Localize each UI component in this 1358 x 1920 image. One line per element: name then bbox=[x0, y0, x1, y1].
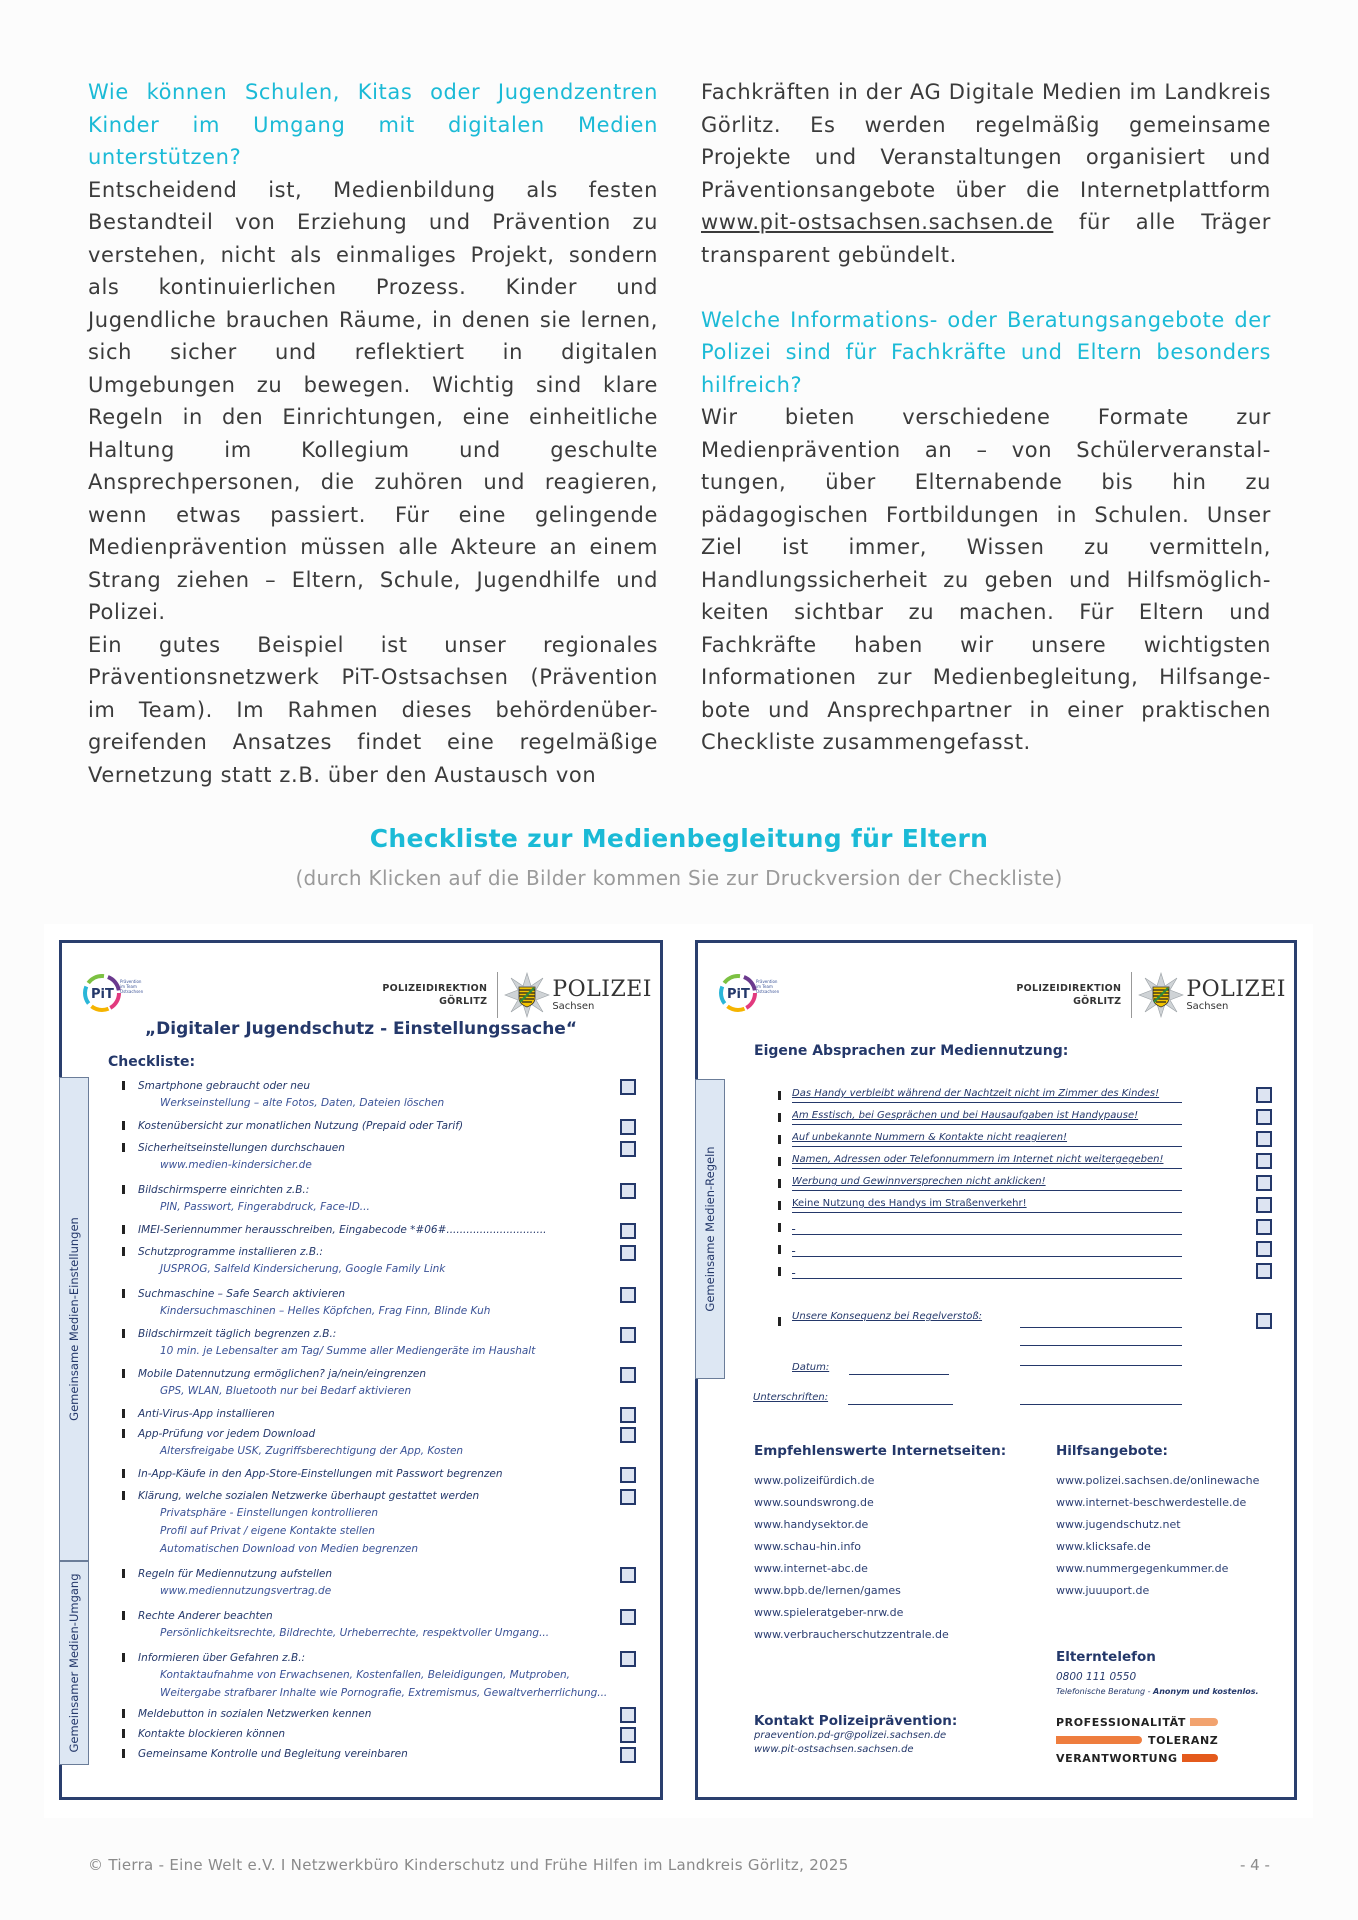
bullet-icon bbox=[778, 1157, 781, 1166]
svg-text:PiT: PiT bbox=[727, 987, 750, 1002]
bullet-icon bbox=[778, 1245, 781, 1254]
value-verantwortung: VERANTWORTUNG bbox=[1056, 1751, 1178, 1765]
police-star-icon bbox=[1138, 972, 1184, 1018]
svg-text:Ostsachsen: Ostsachsen bbox=[756, 989, 780, 994]
bullet-icon bbox=[122, 1225, 125, 1234]
checklist-item-label: Schutzprogramme installieren z.B.: bbox=[138, 1246, 323, 1258]
checklist-item bbox=[122, 1118, 644, 1134]
rule-text[interactable] bbox=[792, 1261, 1182, 1279]
help-link[interactable]: www.nummergegenkummer.de bbox=[1056, 1562, 1229, 1575]
website-link[interactable]: www.spieleratgeber-nrw.de bbox=[754, 1606, 904, 1619]
checklist-item-detail: Automatischen Download von Medien begrenzen bbox=[160, 1543, 418, 1555]
signature-line-2 bbox=[1020, 1404, 1182, 1405]
checklist-item-detail: PIN, Passwort, Fingerabdruck, Face-ID... bbox=[160, 1201, 370, 1213]
bullet-icon bbox=[122, 1143, 125, 1152]
bullet-icon bbox=[122, 1709, 125, 1718]
checklist-item-detail: JUSPROG, Salfeld Kindersicherung, Google Family Link bbox=[160, 1263, 446, 1275]
bullet-icon bbox=[122, 1247, 125, 1256]
checklist-item-detail: Kontaktaufnahme von Erwachsenen, Kostenfallen, Beleidigungen, Mutproben, bbox=[160, 1669, 571, 1681]
bullet-icon bbox=[778, 1113, 781, 1122]
checklist-item-label: Rechte Anderer beachten bbox=[138, 1610, 273, 1622]
bullet-icon bbox=[778, 1317, 781, 1326]
checklist-item-detail: Privatsphäre - Einstellungen kontrollieren bbox=[160, 1507, 378, 1519]
bullet-icon bbox=[122, 1653, 125, 1662]
checklist-image-einstellungssache[interactable] bbox=[59, 940, 663, 1800]
checklist-item-label: IMEI-Seriennummer herausschreiben, Eingabecode *#06#.............................. bbox=[138, 1224, 547, 1236]
checklist-item bbox=[122, 1566, 644, 1600]
card2-rules bbox=[778, 1085, 1280, 1283]
rule-text[interactable]: Namen, Adressen oder Telefonnummern im Internet nicht weitergegeben! bbox=[792, 1151, 1182, 1169]
consequence-label: Unsere Konsequenz bei Regelverstoß: bbox=[792, 1311, 983, 1322]
checklist-item-detail: Kindersuchmaschinen – Helles Köpfchen, Frag Finn, Blinde Kuh bbox=[160, 1305, 491, 1317]
paragraph-continued-text: Fachkräften in der AG Digitale Medien im Landkreis Görlitz. Es werden regelmäßig gemeinsame Projekte und Veranstaltungen organisiert und Präventionsangebote über die Internetplattform bbox=[701, 80, 1271, 202]
bullet-icon bbox=[778, 1201, 781, 1210]
website-link[interactable]: www.schau-hin.info bbox=[754, 1540, 862, 1553]
svg-text:PiT: PiT bbox=[91, 987, 114, 1002]
checkbox[interactable] bbox=[620, 1245, 636, 1261]
paragraph-2: Ein gutes Beispiel ist unser regionales Präventionsnetzwerk PiT-Ostsachsen (Prävention im Team). Im Rahmen dieses behördenüber-greifenden Ansatzes findet eine regelmäßige Vernetzung statt z.B. über den Austausch von bbox=[88, 632, 658, 787]
police-directorate-line2: GÖRLITZ bbox=[1073, 996, 1122, 1007]
checkbox[interactable] bbox=[620, 1141, 636, 1157]
svg-text:Prävention: Prävention bbox=[120, 979, 142, 984]
checklist-item bbox=[122, 1466, 644, 1482]
website-link[interactable]: www.verbraucherschutzzentrale.de bbox=[754, 1628, 949, 1641]
bullet-icon bbox=[122, 1409, 125, 1418]
bullet-icon bbox=[122, 1611, 125, 1620]
police-state: Sachsen bbox=[1186, 1000, 1229, 1012]
svg-text:Ostsachsen: Ostsachsen bbox=[120, 989, 144, 994]
paragraph-continued bbox=[701, 76, 1271, 271]
checklist-item-detail: Weitergabe strafbarer Inhalte wie Pornografie, Extremismus, Gewaltverherrlichung... bbox=[160, 1687, 608, 1699]
checklist-item-detail: 10 min. je Lebensalter am Tag/ Summe aller Mediengeräte im Haushalt bbox=[160, 1345, 536, 1357]
consequence-line-1 bbox=[1020, 1327, 1182, 1328]
checklist-item bbox=[122, 1488, 644, 1558]
checklist-item-label: App-Prüfung vor jedem Download bbox=[138, 1428, 316, 1440]
checklist-item-label: Suchmaschine – Safe Search aktivieren bbox=[138, 1288, 346, 1300]
rule-text[interactable]: Keine Nutzung des Handys im Straßenverkehr! bbox=[792, 1195, 1182, 1213]
rule-row bbox=[778, 1239, 1280, 1261]
paragraph-3: Wir bieten verschiedene Formate zur Medienprävention an – von Schülerveranstal-tungen, über Elternabende bis hin zu pädagogischen Fortbildungen in Schulen. Unser Ziel ist immer, Wissen zu vermitteln, Handlungssicherheit zu geben und Hilfsmöglich-keiten sichtbar zu machen. Für Eltern und Fachkräfte haben wir unsere wichtigsten Informationen zur Medienbegleitung, Hilfsange-bote und Ansprechpartner in einer praktischen Checkliste zusammengefasst. bbox=[701, 405, 1271, 754]
checkbox[interactable] bbox=[620, 1407, 636, 1423]
checklist-item bbox=[122, 1608, 644, 1642]
rule-row bbox=[778, 1195, 1280, 1217]
card1-title: „Digitaler Jugendschutz - Einstellungssache“ bbox=[144, 1019, 577, 1039]
consequence-row bbox=[778, 1311, 1280, 1333]
website-link[interactable]: www.soundswrong.de bbox=[754, 1496, 874, 1509]
checklist-item bbox=[122, 1746, 644, 1762]
checklist-item-detail: Werkseinstellung – alte Fotos, Daten, Dateien löschen bbox=[160, 1097, 445, 1109]
checkbox[interactable] bbox=[1256, 1109, 1272, 1125]
bullet-icon bbox=[778, 1135, 781, 1144]
checkbox[interactable] bbox=[620, 1079, 636, 1095]
svg-text:im Team: im Team bbox=[756, 984, 773, 989]
parents-phone bbox=[1056, 1649, 1259, 1699]
checklist-item-detail: GPS, WLAN, Bluetooth nur bei Bedarf aktivieren bbox=[160, 1385, 412, 1397]
article-right-column bbox=[701, 76, 1271, 759]
checkbox[interactable] bbox=[1256, 1087, 1272, 1103]
rule-text[interactable]: Auf unbekannte Nummern & Kontakte nicht reagieren! bbox=[792, 1129, 1182, 1147]
checklist-image-absprachen[interactable] bbox=[695, 940, 1297, 1800]
rule-text[interactable]: Werbung und Gewinnversprechen nicht anklicken! bbox=[792, 1173, 1182, 1191]
website-link[interactable]: www.bpb.de/lernen/games bbox=[754, 1584, 901, 1597]
checklist-item-label: Meldebutton in sozialen Netzwerken kennen bbox=[138, 1708, 372, 1720]
checkbox[interactable] bbox=[620, 1223, 636, 1239]
contact-web: www.pit-ostsachsen.sachsen.de bbox=[754, 1744, 914, 1755]
police-directorate-line1: POLIZEIDIREKTION bbox=[382, 983, 488, 994]
checklist-item bbox=[122, 1244, 644, 1278]
checklist-item-label: Mobile Datennutzung ermöglichen? ja/nein/eingrenzen bbox=[138, 1368, 427, 1380]
sidetab-medien-regeln: Gemeinsame Medien-Regeln bbox=[695, 1079, 725, 1379]
bullet-icon bbox=[122, 1569, 125, 1578]
checkbox[interactable] bbox=[1256, 1175, 1272, 1191]
checklist-item-label: Informieren über Gefahren z.B.: bbox=[138, 1652, 306, 1664]
checklist-section-subtitle: (durch Klicken auf die Bilder kommen Sie zur Druckversion der Checkliste) bbox=[295, 866, 1063, 890]
checkbox[interactable] bbox=[1256, 1153, 1272, 1169]
police-logo bbox=[382, 969, 652, 1021]
bullet-icon bbox=[778, 1179, 781, 1188]
checkbox[interactable] bbox=[620, 1747, 636, 1763]
checklist-item bbox=[122, 1366, 644, 1400]
checklist-item-label: Bildschirmzeit täglich begrenzen z.B.: bbox=[138, 1328, 337, 1340]
police-star-icon bbox=[504, 972, 550, 1018]
signature-line-1 bbox=[848, 1404, 953, 1405]
rule-row bbox=[778, 1173, 1280, 1195]
checkbox[interactable] bbox=[620, 1183, 636, 1199]
help-link[interactable]: www.polizei.sachsen.de/onlinewache bbox=[1056, 1474, 1260, 1487]
police-directorate-line2: GÖRLITZ bbox=[439, 996, 488, 1007]
checklist-item bbox=[122, 1726, 644, 1742]
checklist-item bbox=[122, 1140, 644, 1174]
bullet-icon bbox=[122, 1329, 125, 1338]
checklist-item-detail: www.mediennutzungsvertrag.de bbox=[160, 1585, 332, 1597]
checkbox[interactable] bbox=[620, 1427, 636, 1443]
value-professionalitaet: PROFESSIONALITÄT bbox=[1056, 1715, 1186, 1729]
checklist-item bbox=[122, 1078, 644, 1112]
rule-row bbox=[778, 1085, 1280, 1107]
pit-logo-icon bbox=[718, 969, 790, 1017]
checklist-label: Checkliste: bbox=[108, 1054, 196, 1070]
bullet-icon bbox=[778, 1223, 781, 1232]
bullet-icon bbox=[122, 1729, 125, 1738]
checklist-item-detail: www.medien-kindersicher.de bbox=[160, 1159, 312, 1171]
consequence-line-2 bbox=[1020, 1345, 1182, 1346]
bullet-icon bbox=[778, 1091, 781, 1100]
value-bar-1 bbox=[1190, 1718, 1218, 1726]
police-values bbox=[1056, 1713, 1218, 1767]
contact-heading: Kontakt Polizeiprävention: bbox=[754, 1713, 958, 1729]
checklist-section-title: Checkliste zur Medienbegleitung für Eltern bbox=[369, 824, 989, 853]
contact-email: praevention.pd-gr@polizei.sachsen.de bbox=[754, 1730, 947, 1741]
checklist-item-label: Smartphone gebraucht oder neu bbox=[138, 1080, 311, 1092]
website-link[interactable]: www.internet-abc.de bbox=[754, 1562, 868, 1575]
checkbox[interactable] bbox=[620, 1567, 636, 1583]
rule-row bbox=[778, 1217, 1280, 1239]
police-logo bbox=[1016, 969, 1286, 1021]
checklist-item bbox=[122, 1222, 644, 1238]
website-heading: Empfehlenswerte Internetseiten: bbox=[754, 1443, 1007, 1459]
bullet-icon bbox=[122, 1491, 125, 1500]
pit-ostsachsen-link[interactable]: www.pit-ostsachsen.sachsen.de bbox=[701, 210, 1054, 234]
phone-heading: Elterntelefon bbox=[1056, 1649, 1156, 1665]
checkbox[interactable] bbox=[620, 1727, 636, 1743]
checklist-item bbox=[122, 1182, 644, 1216]
date-label: Datum: bbox=[792, 1362, 830, 1373]
bullet-icon bbox=[122, 1469, 125, 1478]
police-state: Sachsen bbox=[552, 1000, 595, 1012]
checklist-item-label: Regeln für Mediennutzung aufstellen bbox=[138, 1568, 333, 1580]
paragraph-1: Entscheidend ist, Medienbildung als festen Bestandteil von Erziehung und Prävention zu verstehen, nicht als einmaliges Projekt, sondern als kontinuierlichen Prozess. Kinder und Jugendliche brauchen Räume, in denen sie lernen, sich sicher und reflektiert in digitalen Umgebungen zu bewegen. Wichtig sind klare Regeln in den Einrichtungen, eine einheitliche Haltung im Kollegium und geschulte Ansprechpersonen, die zuhören und reagieren, wenn etwas passiert. Für eine gelingende Medienprävention müssen alle Akteure an einem Strang ziehen – Eltern, Schule, Jugendhilfe und Polizei. bbox=[88, 177, 658, 624]
checklist-item bbox=[122, 1286, 644, 1320]
rule-text[interactable]: Das Handy verbleibt während der Nachtzeit nicht im Zimmer des Kindes! bbox=[792, 1085, 1182, 1103]
police-contact bbox=[754, 1713, 957, 1757]
checkbox[interactable] bbox=[620, 1327, 636, 1343]
checkbox[interactable] bbox=[1256, 1197, 1272, 1213]
phone-number: 0800 111 0550 bbox=[1056, 1671, 1137, 1683]
checklist-item bbox=[122, 1706, 644, 1722]
sidetab-medien-umgang: Gemeinsamer Medien-Umgang bbox=[59, 1561, 89, 1765]
help-link[interactable]: www.internet-beschwerdestelle.de bbox=[1056, 1496, 1247, 1509]
help-link[interactable]: www.juuuport.de bbox=[1056, 1584, 1150, 1597]
checkbox[interactable] bbox=[620, 1119, 636, 1135]
consequence-line-3 bbox=[1020, 1365, 1182, 1366]
value-bar-3 bbox=[1182, 1754, 1218, 1762]
checklist-item-detail: Persönlichkeitsrechte, Bildrechte, Urheberrechte, respektvoller Umgang... bbox=[160, 1627, 550, 1639]
value-bar-2 bbox=[1056, 1736, 1142, 1744]
checkbox[interactable] bbox=[1256, 1219, 1272, 1235]
card1-checklist bbox=[122, 1078, 644, 1766]
police-wordmark: POLIZEI bbox=[552, 976, 652, 1002]
checkbox[interactable] bbox=[1256, 1263, 1272, 1279]
bullet-icon bbox=[778, 1267, 781, 1276]
value-toleranz: TOLERANZ bbox=[1148, 1733, 1219, 1747]
checkbox[interactable] bbox=[620, 1367, 636, 1383]
checkbox[interactable] bbox=[620, 1467, 636, 1483]
checklist-item-label: Kontakte blockieren können bbox=[138, 1728, 286, 1740]
article-left-column bbox=[88, 76, 658, 791]
police-directorate-line1: POLIZEIDIREKTION bbox=[1016, 983, 1122, 994]
consequence-checkbox[interactable] bbox=[1256, 1313, 1272, 1329]
police-wordmark: POLIZEI bbox=[1186, 976, 1286, 1002]
help-heading: Hilfsangebote: bbox=[1056, 1443, 1168, 1459]
checkbox[interactable] bbox=[620, 1707, 636, 1723]
checklist-item-detail: Profil auf Privat / eigene Kontakte stellen bbox=[160, 1525, 375, 1537]
date-line bbox=[849, 1374, 949, 1375]
svg-text:im Team: im Team bbox=[120, 984, 137, 989]
help-link[interactable]: www.klicksafe.de bbox=[1056, 1540, 1151, 1553]
checklist-item-detail: Altersfreigabe USK, Zugriffsberechtigung der App, Kosten bbox=[160, 1445, 464, 1457]
website-link[interactable]: www.polizeifürdich.de bbox=[754, 1474, 875, 1487]
rule-row bbox=[778, 1151, 1280, 1173]
rule-text[interactable] bbox=[792, 1239, 1182, 1257]
bullet-icon bbox=[122, 1081, 125, 1090]
svg-text:Prävention: Prävention bbox=[756, 979, 778, 984]
checklist-item-label: Kostenübersicht zur monatlichen Nutzung (Prepaid oder Tarif) bbox=[138, 1120, 464, 1132]
checkbox[interactable] bbox=[620, 1651, 636, 1667]
checklist-item-label: Gemeinsame Kontrolle und Begleitung vereinbaren bbox=[138, 1748, 408, 1760]
checklist-item-label: Sicherheitseinstellungen durchschauen bbox=[138, 1142, 345, 1154]
checklist-item-label: Bildschirmsperre einrichten z.B.: bbox=[138, 1184, 310, 1196]
checkbox[interactable] bbox=[620, 1287, 636, 1303]
pit-logo-icon bbox=[82, 969, 154, 1017]
help-list bbox=[1056, 1440, 1259, 1602]
checkbox[interactable] bbox=[620, 1609, 636, 1625]
question-heading-1: Wie können Schulen, Kitas oder Jugendzentren Kinder im Umgang mit digitalen Medien unterstützen? bbox=[88, 80, 658, 169]
checkbox[interactable] bbox=[1256, 1241, 1272, 1257]
checkbox[interactable] bbox=[1256, 1131, 1272, 1147]
rule-row bbox=[778, 1129, 1280, 1151]
card2-heading: Eigene Absprachen zur Mediennutzung: bbox=[754, 1043, 1069, 1059]
help-link[interactable]: www.jugendschutz.net bbox=[1056, 1518, 1181, 1531]
rule-row bbox=[778, 1261, 1280, 1283]
checklist-item-label: Anti-Virus-App installieren bbox=[138, 1408, 275, 1420]
checklist-item bbox=[122, 1426, 644, 1460]
bullet-icon bbox=[122, 1121, 125, 1130]
signatures-label: Unterschriften: bbox=[753, 1392, 829, 1403]
rule-text[interactable]: Am Esstisch, bei Gesprächen und bei Hausaufgaben ist Handypause! bbox=[792, 1107, 1182, 1125]
checklist-item bbox=[122, 1650, 644, 1702]
bullet-icon bbox=[122, 1289, 125, 1298]
bullet-icon bbox=[122, 1369, 125, 1378]
page-number: - 4 - bbox=[1240, 1856, 1270, 1874]
checklist-item bbox=[122, 1406, 644, 1422]
checkbox[interactable] bbox=[620, 1489, 636, 1505]
phone-note: Telefonische Beratung - Anonym und kostenlos. bbox=[1056, 1687, 1259, 1696]
websites-list bbox=[754, 1440, 1006, 1646]
checklist-item bbox=[122, 1326, 644, 1360]
paragraph-continued-end: für alle Träger transparent gebündelt. bbox=[701, 210, 1271, 267]
bullet-icon bbox=[122, 1749, 125, 1758]
footer-copyright: © Tierra - Eine Welt e.V. I Netzwerkbüro Kinderschutz und Frühe Hilfen im Landkreis Görlitz, 2025 bbox=[88, 1856, 849, 1874]
rule-row bbox=[778, 1107, 1280, 1129]
sidetab-medien-einstellungen: Gemeinsame Medien-Einstellungen bbox=[59, 1077, 89, 1561]
website-link[interactable]: www.handysektor.de bbox=[754, 1518, 869, 1531]
question-heading-2: Welche Informations- oder Beratungsangebote der Polizei sind für Fachkräfte und Eltern besonders hilfreich? bbox=[701, 307, 1271, 397]
bullet-icon bbox=[122, 1429, 125, 1438]
rule-text[interactable] bbox=[792, 1217, 1182, 1235]
checklist-item-label: Klärung, welche sozialen Netzwerke überhaupt gestattet werden bbox=[138, 1490, 480, 1502]
bullet-icon bbox=[122, 1185, 125, 1194]
checklist-item-label: In-App-Käufe in den App-Store-Einstellungen mit Passwort begrenzen bbox=[138, 1468, 503, 1480]
